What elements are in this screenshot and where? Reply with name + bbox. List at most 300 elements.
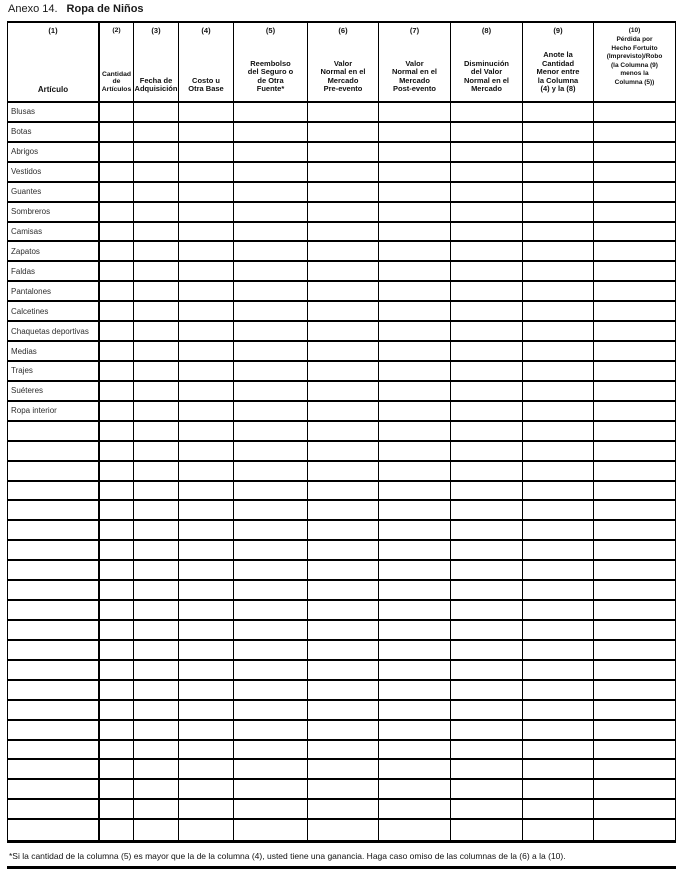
entry-cell — [594, 402, 676, 422]
entry-cell — [451, 820, 523, 840]
entry-cell — [451, 163, 523, 183]
entry-cell — [523, 681, 594, 701]
entry-cell — [179, 521, 234, 541]
entry-cell — [594, 641, 676, 661]
entry-cell — [451, 322, 523, 342]
row-label-blank — [8, 561, 100, 581]
entry-cell — [451, 721, 523, 741]
row-label-blank — [8, 482, 100, 502]
entry-cell — [451, 223, 523, 243]
entry-cell — [179, 641, 234, 661]
entry-cell — [179, 203, 234, 223]
entry-cell — [179, 621, 234, 641]
entry-cell — [523, 143, 594, 163]
entry-cell — [100, 442, 134, 462]
entry-cell — [100, 342, 134, 362]
entry-cell — [451, 203, 523, 223]
entry-cell — [523, 621, 594, 641]
column-label: Fecha de Adquisición — [134, 75, 178, 94]
entry-cell — [179, 462, 234, 482]
column-header-10 — [594, 23, 676, 103]
entry-cell — [308, 741, 379, 761]
entry-cell — [451, 681, 523, 701]
entry-cell — [451, 501, 523, 521]
entry-cell — [179, 661, 234, 681]
entry-cell — [308, 621, 379, 641]
entry-cell — [234, 123, 308, 143]
entry-cell — [134, 741, 179, 761]
entry-cell — [134, 521, 179, 541]
entry-cell — [308, 322, 379, 342]
entry-cell — [179, 302, 234, 322]
entry-cell — [234, 382, 308, 402]
entry-cell — [234, 163, 308, 183]
entry-cell — [308, 242, 379, 262]
entry-cell — [379, 721, 451, 741]
entry-cell — [523, 262, 594, 282]
entry-cell — [308, 402, 379, 422]
entry-cell — [179, 143, 234, 163]
row-label-blank — [8, 701, 100, 721]
row-label: Vestidos — [8, 163, 100, 183]
entry-cell — [134, 322, 179, 342]
entry-cell — [100, 561, 134, 581]
entry-cell — [134, 501, 179, 521]
entry-cell — [523, 521, 594, 541]
column-header-4 — [179, 23, 234, 103]
entry-cell — [134, 382, 179, 402]
entry-cell — [234, 242, 308, 262]
entry-cell — [308, 103, 379, 123]
row-label: Ropa interior — [8, 402, 100, 422]
entry-cell — [234, 741, 308, 761]
entry-cell — [451, 641, 523, 661]
entry-cell — [379, 143, 451, 163]
entry-cell — [234, 342, 308, 362]
entry-cell — [379, 242, 451, 262]
entry-cell — [451, 382, 523, 402]
row-label: Chaquetas deportivas — [8, 322, 100, 342]
row-label-blank — [8, 501, 100, 521]
row-label: Calcetines — [8, 302, 100, 322]
entry-cell — [451, 422, 523, 442]
entry-cell — [379, 203, 451, 223]
entry-cell — [100, 681, 134, 701]
entry-cell — [308, 342, 379, 362]
column-number: (10) — [628, 27, 641, 34]
entry-cell — [308, 422, 379, 442]
entry-cell — [594, 302, 676, 322]
entry-cell — [100, 242, 134, 262]
column-label: Pérdida por Hecho Fortuito (Imprevisto)/Robo (la Columna (9) menos la Columna (5)) — [606, 36, 663, 86]
entry-cell — [523, 760, 594, 780]
entry-cell — [308, 462, 379, 482]
column-number: (2) — [112, 27, 121, 34]
entry-cell — [523, 741, 594, 761]
entry-cell — [179, 163, 234, 183]
entry-cell — [134, 242, 179, 262]
entry-cell — [594, 223, 676, 243]
entry-cell — [100, 521, 134, 541]
entry-cell — [134, 442, 179, 462]
entry-cell — [594, 143, 676, 163]
entry-cell — [594, 123, 676, 143]
entry-cell — [594, 760, 676, 780]
entry-cell — [100, 581, 134, 601]
page-title — [8, 3, 144, 15]
column-number: (1) — [48, 26, 58, 35]
entry-cell — [594, 103, 676, 123]
entry-cell — [523, 462, 594, 482]
entry-cell — [308, 581, 379, 601]
column-label: Costo u Otra Base — [188, 75, 224, 94]
entry-cell — [134, 223, 179, 243]
entry-cell — [523, 820, 594, 840]
column-number: (4) — [201, 26, 211, 35]
entry-cell — [308, 282, 379, 302]
entry-cell — [234, 462, 308, 482]
entry-cell — [179, 382, 234, 402]
entry-cell — [100, 820, 134, 840]
entry-cell — [523, 581, 594, 601]
entry-cell — [134, 262, 179, 282]
entry-cell — [308, 262, 379, 282]
column-label: Reembolso del Seguro o de Otra Fuente* — [247, 58, 294, 94]
entry-cell — [134, 601, 179, 621]
entry-cell — [100, 402, 134, 422]
entry-cell — [451, 262, 523, 282]
row-label-blank — [8, 621, 100, 641]
entry-cell — [234, 581, 308, 601]
entry-cell — [523, 322, 594, 342]
entry-cell — [523, 203, 594, 223]
entry-cell — [594, 442, 676, 462]
entry-cell — [134, 203, 179, 223]
entry-cell — [134, 681, 179, 701]
entry-cell — [451, 123, 523, 143]
entry-cell — [379, 302, 451, 322]
entry-cell — [523, 282, 594, 302]
entry-cell — [594, 342, 676, 362]
entry-cell — [100, 462, 134, 482]
entry-cell — [451, 242, 523, 262]
column-number: (5) — [265, 26, 276, 35]
entry-cell — [100, 800, 134, 820]
entry-cell — [179, 223, 234, 243]
row-label: Zapatos — [8, 242, 100, 262]
entry-cell — [179, 741, 234, 761]
entry-cell — [234, 223, 308, 243]
entry-cell — [234, 203, 308, 223]
entry-cell — [379, 322, 451, 342]
entry-cell — [134, 183, 179, 203]
entry-cell — [234, 183, 308, 203]
entry-cell — [594, 541, 676, 561]
column-label: Artículo — [37, 84, 69, 94]
entry-cell — [234, 482, 308, 502]
entry-cell — [179, 701, 234, 721]
entry-cell — [379, 501, 451, 521]
entry-cell — [451, 442, 523, 462]
entry-cell — [594, 621, 676, 641]
entry-cell — [379, 780, 451, 800]
entry-cell — [451, 541, 523, 561]
entry-cell — [451, 701, 523, 721]
entry-cell — [594, 382, 676, 402]
entry-cell — [134, 541, 179, 561]
entry-cell — [100, 183, 134, 203]
entry-cell — [100, 203, 134, 223]
entry-cell — [100, 163, 134, 183]
entry-cell — [523, 641, 594, 661]
entry-cell — [234, 442, 308, 462]
entry-cell — [379, 262, 451, 282]
entry-cell — [100, 123, 134, 143]
column-label: Valor Normal en el Mercado Post-evento — [391, 58, 437, 94]
entry-cell — [594, 482, 676, 502]
entry-cell — [523, 183, 594, 203]
entry-cell — [179, 442, 234, 462]
entry-cell — [451, 741, 523, 761]
entry-cell — [379, 621, 451, 641]
entry-cell — [379, 123, 451, 143]
entry-cell — [523, 501, 594, 521]
row-label-blank — [8, 541, 100, 561]
entry-cell — [234, 681, 308, 701]
row-label: Abrigos — [8, 143, 100, 163]
entry-cell — [134, 462, 179, 482]
row-label-blank — [8, 780, 100, 800]
entry-cell — [100, 721, 134, 741]
entry-cell — [594, 362, 676, 382]
entry-cell — [523, 800, 594, 820]
entry-cell — [234, 701, 308, 721]
entry-cell — [451, 282, 523, 302]
entry-cell — [308, 223, 379, 243]
entry-cell — [379, 800, 451, 820]
row-label: Pantalones — [8, 282, 100, 302]
entry-cell — [179, 601, 234, 621]
entry-cell — [379, 601, 451, 621]
entry-cell — [134, 422, 179, 442]
entry-cell — [379, 561, 451, 581]
entry-cell — [451, 760, 523, 780]
entry-cell — [100, 501, 134, 521]
entry-cell — [523, 382, 594, 402]
entry-cell — [134, 482, 179, 502]
entry-cell — [234, 820, 308, 840]
column-number: (7) — [409, 26, 420, 35]
row-label-blank — [8, 641, 100, 661]
entry-cell — [179, 282, 234, 302]
column-number: (3) — [151, 26, 161, 35]
entry-cell — [134, 342, 179, 362]
entry-cell — [594, 322, 676, 342]
entry-cell — [179, 482, 234, 502]
row-label-blank — [8, 422, 100, 442]
entry-cell — [379, 760, 451, 780]
row-label-blank — [8, 820, 100, 840]
entry-cell — [134, 581, 179, 601]
entry-cell — [451, 183, 523, 203]
entry-cell — [451, 780, 523, 800]
entry-cell — [134, 641, 179, 661]
entry-cell — [523, 103, 594, 123]
row-label: Medias — [8, 342, 100, 362]
column-header-7 — [379, 23, 451, 103]
entry-cell — [100, 701, 134, 721]
entry-cell — [523, 223, 594, 243]
entry-cell — [523, 123, 594, 143]
row-label-blank — [8, 581, 100, 601]
entry-cell — [594, 581, 676, 601]
entry-cell — [234, 800, 308, 820]
entry-cell — [523, 721, 594, 741]
entry-cell — [523, 541, 594, 561]
entry-cell — [308, 800, 379, 820]
entry-cell — [179, 780, 234, 800]
entry-cell — [523, 780, 594, 800]
entry-cell — [308, 701, 379, 721]
entry-cell — [134, 661, 179, 681]
entry-cell — [234, 721, 308, 741]
inventory-table — [7, 21, 676, 843]
entry-cell — [100, 541, 134, 561]
entry-cell — [134, 362, 179, 382]
entry-cell — [594, 462, 676, 482]
entry-cell — [179, 800, 234, 820]
entry-cell — [451, 561, 523, 581]
entry-cell — [379, 223, 451, 243]
entry-cell — [379, 462, 451, 482]
entry-cell — [234, 282, 308, 302]
entry-cell — [594, 741, 676, 761]
entry-cell — [594, 820, 676, 840]
entry-cell — [379, 282, 451, 302]
entry-cell — [594, 601, 676, 621]
entry-cell — [451, 103, 523, 123]
entry-cell — [523, 242, 594, 262]
entry-cell — [594, 701, 676, 721]
entry-cell — [179, 721, 234, 741]
entry-cell — [234, 262, 308, 282]
row-label: Blusas — [8, 103, 100, 123]
entry-cell — [234, 521, 308, 541]
entry-cell — [379, 422, 451, 442]
bottom-rule — [7, 866, 676, 869]
entry-cell — [379, 681, 451, 701]
entry-cell — [308, 820, 379, 840]
entry-cell — [308, 302, 379, 322]
footnote: *Si la cantidad de la columna (5) es mayor que la de la columna (4), usted tiene una ganancia. Haga caso omiso de las columnas de la (6) a la (10). — [9, 851, 566, 861]
entry-cell — [100, 282, 134, 302]
entry-cell — [134, 163, 179, 183]
entry-cell — [100, 601, 134, 621]
entry-cell — [594, 800, 676, 820]
entry-cell — [379, 661, 451, 681]
entry-cell — [179, 322, 234, 342]
row-label-blank — [8, 601, 100, 621]
entry-cell — [308, 641, 379, 661]
entry-cell — [523, 163, 594, 183]
entry-cell — [308, 203, 379, 223]
entry-cell — [379, 581, 451, 601]
entry-cell — [594, 661, 676, 681]
entry-cell — [308, 143, 379, 163]
entry-cell — [594, 561, 676, 581]
entry-cell — [179, 422, 234, 442]
entry-cell — [308, 541, 379, 561]
entry-cell — [179, 103, 234, 123]
entry-cell — [308, 163, 379, 183]
entry-cell — [308, 601, 379, 621]
entry-cell — [179, 342, 234, 362]
entry-cell — [451, 482, 523, 502]
entry-cell — [308, 521, 379, 541]
entry-cell — [134, 561, 179, 581]
entry-cell — [594, 203, 676, 223]
entry-cell — [451, 601, 523, 621]
entry-cell — [523, 482, 594, 502]
entry-cell — [379, 701, 451, 721]
entry-cell — [451, 402, 523, 422]
entry-cell — [234, 561, 308, 581]
annex-name: Ropa de Niños — [66, 3, 144, 15]
column-number: (9) — [553, 26, 563, 35]
entry-cell — [179, 123, 234, 143]
entry-cell — [100, 621, 134, 641]
entry-cell — [594, 262, 676, 282]
entry-cell — [179, 760, 234, 780]
entry-cell — [234, 661, 308, 681]
entry-cell — [100, 262, 134, 282]
row-label-blank — [8, 661, 100, 681]
row-label-blank — [8, 442, 100, 462]
entry-cell — [234, 501, 308, 521]
column-label: Cantidad de Artículos — [101, 70, 132, 94]
entry-cell — [134, 103, 179, 123]
row-label-blank — [8, 521, 100, 541]
row-label: Trajes — [8, 362, 100, 382]
entry-cell — [234, 322, 308, 342]
column-number: (8) — [481, 26, 492, 35]
entry-cell — [234, 621, 308, 641]
row-label-blank — [8, 462, 100, 482]
entry-cell — [179, 262, 234, 282]
entry-cell — [134, 820, 179, 840]
entry-cell — [234, 143, 308, 163]
entry-cell — [179, 561, 234, 581]
entry-cell — [100, 780, 134, 800]
entry-cell — [379, 541, 451, 561]
entry-cell — [234, 362, 308, 382]
entry-cell — [451, 362, 523, 382]
entry-cell — [523, 362, 594, 382]
entry-cell — [100, 302, 134, 322]
entry-cell — [523, 561, 594, 581]
entry-cell — [379, 402, 451, 422]
entry-cell — [308, 123, 379, 143]
entry-cell — [594, 721, 676, 741]
entry-cell — [234, 760, 308, 780]
entry-cell — [134, 402, 179, 422]
entry-cell — [308, 442, 379, 462]
row-label: Camisas — [8, 223, 100, 243]
column-header-5 — [234, 23, 308, 103]
entry-cell — [179, 183, 234, 203]
entry-cell — [451, 302, 523, 322]
entry-cell — [308, 482, 379, 502]
